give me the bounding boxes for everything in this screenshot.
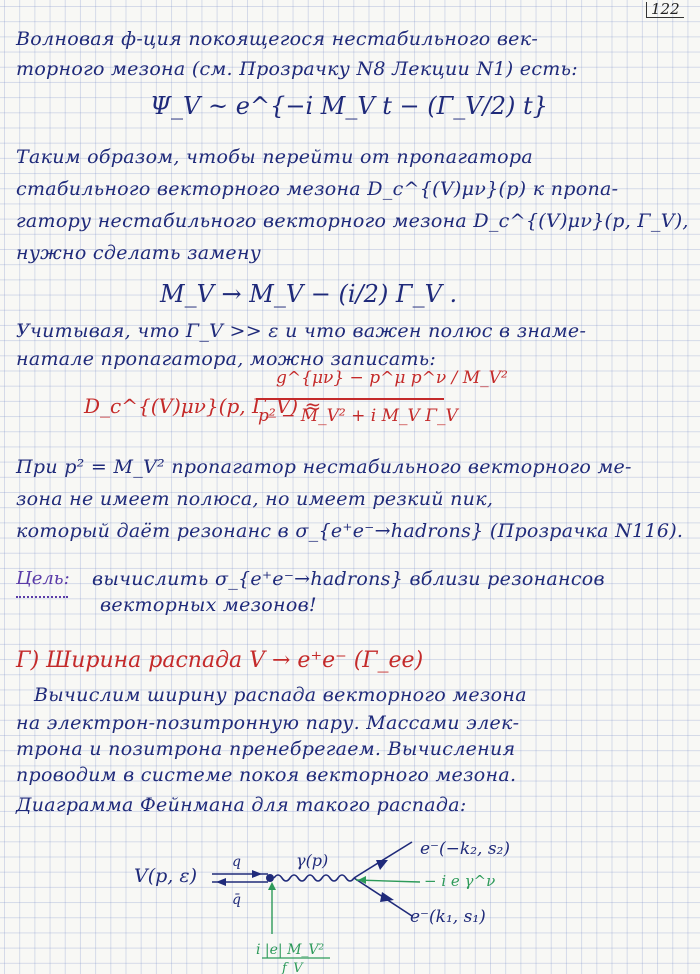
goal-text-line: вычислить σ_{e⁺e⁻→hadrons} вблизи резонансов [92,568,605,590]
text-line: на электрон-позитронную пару. Массами элек- [16,712,520,734]
equation-wavefunction: Ψ_V ~ e^{−i M_V t − (Γ_V/2) t} [150,92,548,120]
feynman-diagram [0,830,700,974]
vertex-label: V(p, ε) [134,865,197,887]
arrow-icon [380,892,394,902]
goal-label: Цель: [16,568,70,589]
text-line: трона и позитрона пренебрегаем. Вычисления [16,738,516,760]
vertex-factor-numerator: i |e| M_V² [256,942,325,958]
q-lower-label: q̄ [232,892,241,908]
electron-top-label: e⁻(−k₂, s₂) [420,839,511,859]
text-line: торного мезона (см. Прозрачку N8 Лекции N1) есть: [16,58,578,80]
text-line: зона не имеет полюса, но имеет резкий пик, [16,488,494,510]
fraction-bar [256,398,444,400]
text-line: При p² = M_V² пропагатор нестабильного векторного ме- [16,456,632,478]
text-line: гатору нестабильного векторного мезона D_c^{(V)μν}(p, Γ_V), [16,210,689,232]
text-line: который даёт резонанс в σ_{e⁺e⁻→hadrons} (Прозрачка N116). [16,520,684,542]
text-line: Учитывая, что Γ_V >> ε и что важен полюс в знаме- [16,320,587,342]
text-line: Волновая ф-ция покоящегося нестабильного век- [16,28,539,50]
text-line: Таким образом, чтобы перейти от пропагатора [16,146,534,168]
q-upper-label: q [232,854,241,870]
section-heading: Г) Ширина распада V → e⁺e⁻ (Γ_ee) [16,648,424,673]
photon-line [274,875,354,881]
photon-label: γ(p) [296,851,329,870]
vertex-dot [266,874,274,882]
arrow-icon [376,860,388,870]
page-number: 122 [646,2,684,18]
propagator-numerator: g^{μν} − p^μ p^ν / M_V² [276,368,508,388]
text-line: нужно сделать замену [16,242,262,264]
text-line: стабильного векторного мезона D_c^{(V)μν}(p) к пропа- [16,178,619,200]
equation-mass-replacement: M_V → M_V − (i/2) Γ_V . [160,280,458,308]
text-line: Вычислим ширину распада векторного мезона [34,684,527,706]
coupling-label: − i e γ^ν [424,872,496,890]
goal-underline [16,592,68,598]
electron-bottom-label: e⁻(k₁, s₁) [410,907,486,927]
arrow-left-icon [216,878,226,886]
vertex-factor-denominator: f_V [282,961,303,974]
text-line: проводим в системе покоя векторного мезона. [16,764,517,786]
propagator-denominator: p² − M_V² + i M_V Γ_V [258,406,458,426]
text-line: Диаграмма Фейнмана для такого распада: [16,794,467,816]
arrow-right-icon [252,870,262,878]
propagator-lhs: D_c^{(V)μν}(p, Γ_V) ≈ [84,394,322,418]
arrow-up-icon [268,882,276,890]
text-line: натале пропагатора, можно записать: [16,348,437,370]
goal-text-line: векторных мезонов! [100,594,317,616]
